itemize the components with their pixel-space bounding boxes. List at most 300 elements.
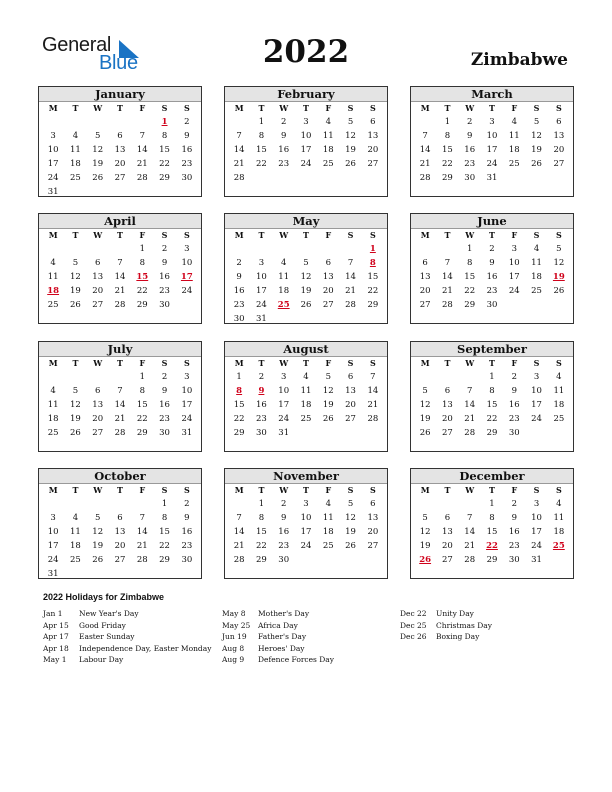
holiday-entry-name: Boxing Day (436, 632, 480, 641)
calendar-date: 24 (486, 159, 498, 169)
empty-cell (414, 497, 436, 511)
holiday-entry-date: Apr 17 (43, 632, 69, 641)
calendar-date: 1 (139, 244, 145, 254)
weekday-label: M (420, 103, 430, 113)
calendar-date: 18 (300, 400, 312, 410)
calendar-date: 9 (280, 513, 287, 523)
calendar-date: 15 (442, 145, 453, 155)
calendar-date: 9 (161, 258, 168, 268)
calendar-date: 19 (419, 414, 431, 424)
holiday-entry-name: New Year's Day (79, 609, 139, 618)
calendar-date: 27 (92, 300, 104, 310)
calendar-date: 15 (136, 400, 148, 410)
calendar-date: 16 (233, 286, 245, 296)
calendar-date: 11 (300, 386, 312, 396)
calendar-date: 13 (553, 131, 565, 141)
calendar-date: 11 (322, 513, 334, 523)
weekday-label: T (258, 358, 265, 368)
calendar-date: 14 (367, 386, 379, 396)
calendar-date: 26 (419, 428, 431, 438)
calendar-date: 16 (486, 272, 498, 282)
empty-cell (87, 497, 109, 511)
calendar-date: 7 (466, 386, 473, 396)
calendar-date: 12 (345, 513, 356, 523)
calendar-date: 29 (367, 300, 379, 310)
month-name: August (225, 342, 387, 357)
weekday-label: S (533, 485, 540, 495)
weekday-label: W (93, 230, 103, 240)
calendar-date: 27 (442, 555, 453, 565)
calendar-date: 20 (553, 145, 565, 155)
calendar-date: 2 (489, 244, 495, 254)
calendar-date: 10 (181, 258, 193, 268)
calendar-date: 7 (347, 258, 354, 268)
holiday-entry (400, 631, 492, 643)
month-name: April (39, 214, 201, 229)
calendar-date: 16 (159, 400, 170, 410)
calendar-date: 4 (72, 513, 79, 523)
month-april (38, 213, 202, 324)
calendar-date: 31 (256, 314, 267, 324)
calendar-date: 26 (553, 286, 565, 296)
weekday-label: S (369, 485, 376, 495)
calendar-date: 12 (322, 386, 334, 396)
calendar-date: 22 (256, 541, 267, 551)
logo-blue-text: Blue (99, 52, 138, 74)
calendar-date: 12 (345, 131, 356, 141)
calendar-date: 20 (442, 541, 453, 551)
month-name: July (39, 342, 201, 357)
empty-cell (64, 115, 86, 129)
calendar-date: 22 (486, 414, 498, 424)
calendar-date: 4 (280, 258, 287, 268)
weekday-label: S (555, 485, 562, 495)
calendar-date: 10 (300, 131, 312, 141)
calendar-date: 4 (303, 372, 309, 382)
calendar-date: 9 (184, 131, 190, 141)
holiday-entry-name: Independence Day, Easter Monday (79, 643, 212, 653)
calendar-date: 17 (47, 541, 59, 551)
holiday-entry-date: Dec 22 (400, 609, 427, 618)
calendar-date: 10 (531, 386, 542, 396)
calendar-date: 20 (322, 286, 334, 296)
holiday-date: 8 (369, 258, 376, 268)
holiday-entry-date: Aug 9 (222, 655, 245, 664)
calendar-date: 11 (508, 131, 520, 141)
weekday-label: W (93, 358, 103, 368)
holiday-entry (43, 631, 211, 643)
calendar-date: 15 (486, 527, 498, 537)
calendar-date: 13 (92, 400, 104, 410)
holiday-date: 1 (369, 244, 376, 254)
calendar-date: 30 (508, 555, 520, 565)
country-name: Zimbabwe (470, 50, 568, 70)
weekday-label: T (303, 485, 309, 495)
calendar-date: 17 (300, 527, 312, 537)
calendar-date: 29 (136, 300, 148, 310)
calendar-date: 21 (464, 541, 476, 551)
holiday-entry-name: Father's Day (258, 632, 307, 641)
weekday-label: T (72, 103, 79, 113)
weekday-label: W (465, 230, 475, 240)
weekday-label: M (48, 230, 58, 240)
weekday-label: M (420, 230, 430, 240)
holiday-entry-date: Apr 18 (43, 643, 69, 653)
holiday-entry-date: May 1 (43, 655, 67, 664)
holiday-entry-name: Heroes' Day (258, 643, 305, 653)
calendar-date: 2 (258, 372, 265, 382)
calendar-date: 25 (47, 428, 59, 438)
weekday-label: M (48, 103, 58, 113)
calendar-date: 11 (47, 400, 59, 410)
calendar-date: 30 (508, 428, 520, 438)
calendar-date: 24 (181, 414, 193, 424)
calendar-date: 16 (256, 400, 267, 410)
month-june (410, 213, 574, 324)
calendar-date: 6 (444, 513, 451, 523)
calendar-date: 8 (466, 258, 473, 268)
calendar-date: 16 (181, 527, 193, 537)
calendar-date: 30 (278, 555, 290, 565)
holiday-entry-name: Unity Day (436, 609, 474, 618)
month-september (410, 341, 574, 452)
calendar-date: 19 (419, 541, 431, 551)
month-february (224, 86, 388, 197)
day-grid (39, 102, 201, 199)
calendar-date: 16 (464, 145, 476, 155)
calendar-date: 3 (303, 117, 309, 127)
month-november (224, 468, 388, 579)
holiday-entry-date: Apr 15 (43, 620, 69, 630)
empty-cell (459, 497, 481, 511)
holiday-date: 15 (136, 272, 149, 282)
weekday-label: S (161, 485, 168, 495)
day-grid (39, 484, 201, 581)
empty-cell (109, 242, 131, 256)
calendar-date: 15 (486, 400, 498, 410)
calendar-date: 14 (233, 527, 245, 537)
calendar-date: 1 (444, 117, 451, 127)
calendar-date: 18 (70, 159, 81, 169)
calendar-date: 29 (233, 428, 245, 438)
empty-cell (414, 370, 436, 384)
calendar-date: 22 (136, 286, 148, 296)
calendar-date: 16 (159, 272, 170, 282)
calendar-date: 6 (370, 499, 376, 509)
calendar-date: 15 (256, 527, 267, 537)
weekday-label: F (511, 485, 518, 495)
weekday-label: T (489, 358, 495, 368)
calendar-date: 2 (280, 499, 287, 509)
weekday-label: F (139, 103, 146, 113)
empty-cell (64, 497, 86, 511)
calendar-date: 28 (367, 414, 379, 424)
month-name: November (225, 469, 387, 484)
calendar-date: 23 (256, 414, 267, 424)
day-grid (411, 229, 573, 312)
weekday-label: T (72, 358, 79, 368)
calendar-date: 26 (70, 428, 81, 438)
calendar-date: 7 (139, 513, 145, 523)
calendar-date: 25 (70, 555, 81, 565)
empty-cell (42, 242, 64, 256)
month-name: May (225, 214, 387, 229)
empty-cell (295, 242, 317, 256)
weekday-label: T (117, 485, 123, 495)
weekday-label: T (303, 230, 309, 240)
calendar-date: 4 (50, 386, 56, 396)
calendar-date: 17 (508, 272, 520, 282)
calendar-date: 24 (531, 541, 542, 551)
weekday-label: F (511, 103, 518, 113)
calendar-date: 19 (345, 527, 356, 537)
month-august (224, 341, 388, 452)
calendar-date: 22 (367, 286, 379, 296)
empty-cell (414, 242, 436, 256)
calendar-date: 24 (300, 159, 312, 169)
empty-cell (273, 242, 295, 256)
calendar-date: 23 (181, 541, 193, 551)
weekday-label: F (139, 230, 146, 240)
weekday-label: W (93, 103, 103, 113)
calendar-date: 14 (136, 527, 148, 537)
calendar-date: 13 (367, 513, 379, 523)
calendar-date: 11 (70, 145, 81, 155)
calendar-date: 20 (345, 400, 356, 410)
calendar-date: 13 (114, 527, 126, 537)
calendar-date: 11 (70, 527, 81, 537)
calendar-date: 5 (72, 386, 79, 396)
calendar-date: 8 (258, 131, 265, 141)
calendar-date: 5 (72, 258, 79, 268)
empty-cell (109, 497, 131, 511)
calendar-date: 30 (159, 300, 170, 310)
holiday-date: 18 (47, 286, 60, 296)
calendar-date: 24 (278, 414, 290, 424)
calendar-date: 21 (442, 286, 453, 296)
weekday-label: W (279, 103, 289, 113)
weekday-label: F (511, 230, 518, 240)
calendar-date: 18 (47, 414, 59, 424)
calendar-date: 30 (233, 314, 245, 324)
weekday-label: T (303, 103, 309, 113)
calendar-date: 2 (280, 117, 287, 127)
weekday-label: T (117, 358, 123, 368)
calendar-date: 6 (556, 117, 562, 127)
calendar-date: 28 (464, 555, 476, 565)
day-grid (411, 357, 573, 440)
empty-cell (436, 370, 458, 384)
calendar-date: 3 (258, 258, 265, 268)
calendar-date: 22 (442, 159, 453, 169)
day-grid (225, 484, 387, 567)
calendar-date: 8 (161, 513, 168, 523)
calendar-date: 21 (345, 286, 356, 296)
weekday-label: S (555, 103, 562, 113)
calendar-date: 27 (114, 555, 126, 565)
calendar-date: 22 (159, 159, 170, 169)
empty-cell (42, 497, 64, 511)
calendar-date: 14 (136, 145, 148, 155)
calendar-date: 9 (489, 258, 495, 268)
calendar-date: 8 (489, 513, 495, 523)
holiday-entry (222, 643, 334, 655)
calendar-date: 21 (114, 286, 126, 296)
empty-cell (131, 497, 153, 511)
calendar-date: 27 (367, 541, 379, 551)
holiday-entry (222, 631, 334, 643)
calendar-date: 5 (303, 258, 309, 268)
weekday-label: S (555, 358, 562, 368)
calendar-date: 12 (419, 400, 431, 410)
calendar-date: 3 (489, 117, 495, 127)
month-name: January (39, 87, 201, 102)
calendar-date: 27 (367, 159, 379, 169)
calendar-date: 19 (300, 286, 312, 296)
calendar-date: 8 (139, 386, 145, 396)
calendar-date: 31 (181, 428, 193, 438)
calendar-date: 5 (422, 513, 428, 523)
calendar-date: 13 (114, 145, 126, 155)
calendar-date: 2 (184, 499, 190, 509)
holiday-entry-date: Jun 19 (222, 632, 247, 641)
calendar-date: 22 (159, 541, 170, 551)
calendar-date: 8 (444, 131, 451, 141)
weekday-label: T (444, 485, 451, 495)
holiday-entry (222, 654, 334, 666)
weekday-label: F (325, 103, 332, 113)
holiday-entry-name: Defence Forces Day (258, 655, 335, 664)
calendar-date: 5 (347, 117, 354, 127)
weekday-label: S (369, 103, 376, 113)
calendar-date: 9 (466, 131, 473, 141)
calendar-date: 25 (508, 159, 520, 169)
calendar-date: 23 (486, 286, 498, 296)
weekday-label: W (465, 485, 475, 495)
weekday-label: W (279, 230, 289, 240)
calendar-date: 6 (444, 386, 451, 396)
month-name: September (411, 342, 573, 357)
calendar-date: 4 (325, 499, 331, 509)
holiday-entry-name: Mother's Day (258, 609, 310, 618)
calendar-date: 5 (325, 372, 331, 382)
calendar-date: 19 (322, 400, 334, 410)
calendar-date: 10 (256, 272, 267, 282)
calendar-date: 22 (136, 414, 148, 424)
weekday-label: S (533, 358, 540, 368)
calendar-date: 12 (553, 258, 565, 268)
weekday-label: S (347, 358, 354, 368)
day-grid (39, 229, 201, 312)
calendar-date: 11 (278, 272, 290, 282)
weekday-label: T (489, 230, 495, 240)
weekday-label: S (161, 230, 168, 240)
calendar-date: 15 (256, 145, 267, 155)
weekday-label: S (533, 230, 540, 240)
calendar-date: 24 (47, 173, 59, 183)
calendar-date: 16 (278, 527, 290, 537)
weekday-label: S (183, 230, 190, 240)
weekday-label: S (533, 103, 540, 113)
calendar-date: 13 (322, 272, 334, 282)
calendar-date: 28 (136, 555, 148, 565)
calendar-date: 27 (322, 300, 334, 310)
month-december (410, 468, 574, 579)
holiday-entry (222, 620, 334, 632)
calendar-date: 29 (464, 300, 476, 310)
weekday-label: S (347, 230, 354, 240)
calendar-date: 19 (345, 145, 356, 155)
calendar-date: 28 (345, 300, 356, 310)
weekday-label: M (234, 230, 244, 240)
calendar-date: 2 (511, 372, 517, 382)
calendar-date: 17 (278, 400, 290, 410)
calendar-date: 15 (159, 145, 170, 155)
calendar-date: 4 (556, 499, 562, 509)
calendar-date: 2 (466, 117, 473, 127)
day-grid (39, 357, 201, 440)
calendar-date: 6 (422, 258, 428, 268)
calendar-date: 16 (508, 400, 520, 410)
empty-cell (87, 370, 109, 384)
page-title: 2022 (262, 34, 350, 70)
calendar-date: 18 (278, 286, 290, 296)
calendar-date: 17 (256, 286, 267, 296)
calendar-date: 26 (531, 159, 542, 169)
weekday-label: W (93, 485, 103, 495)
calendar-date: 16 (278, 145, 290, 155)
calendar-date: 4 (511, 117, 517, 127)
calendar-date: 6 (94, 258, 101, 268)
holiday-entry-date: Dec 26 (400, 632, 427, 641)
calendar-date: 21 (367, 400, 379, 410)
calendar-date: 25 (322, 541, 334, 551)
calendar-date: 3 (533, 499, 540, 509)
calendar-date: 14 (464, 527, 476, 537)
calendar-date: 5 (422, 386, 428, 396)
empty-cell (109, 115, 131, 129)
holiday-date: 25 (277, 300, 290, 310)
calendar-date: 28 (233, 555, 245, 565)
calendar-date: 10 (486, 131, 498, 141)
calendar-date: 14 (233, 145, 245, 155)
holiday-column (43, 608, 211, 666)
calendar-date: 27 (92, 428, 104, 438)
calendar-date: 29 (442, 173, 453, 183)
calendar-date: 13 (419, 272, 431, 282)
calendar-date: 26 (92, 173, 104, 183)
weekday-label: S (183, 358, 190, 368)
calendar-date: 2 (161, 244, 168, 254)
calendar-date: 23 (159, 286, 170, 296)
calendar-date: 26 (345, 159, 356, 169)
calendar-date: 15 (464, 272, 476, 282)
holiday-entry (43, 608, 211, 620)
weekday-label: S (161, 103, 168, 113)
calendar-date: 1 (489, 499, 495, 509)
calendar-date: 12 (531, 131, 542, 141)
calendar-date: 2 (161, 372, 168, 382)
calendar-date: 4 (72, 131, 79, 141)
day-grid (411, 102, 573, 185)
calendar-date: 13 (92, 272, 104, 282)
calendar-date: 10 (47, 145, 59, 155)
holiday-column (222, 608, 334, 666)
calendar-date: 16 (508, 527, 520, 537)
weekday-label: T (72, 230, 79, 240)
calendar-date: 18 (70, 541, 81, 551)
calendar-date: 18 (553, 400, 565, 410)
